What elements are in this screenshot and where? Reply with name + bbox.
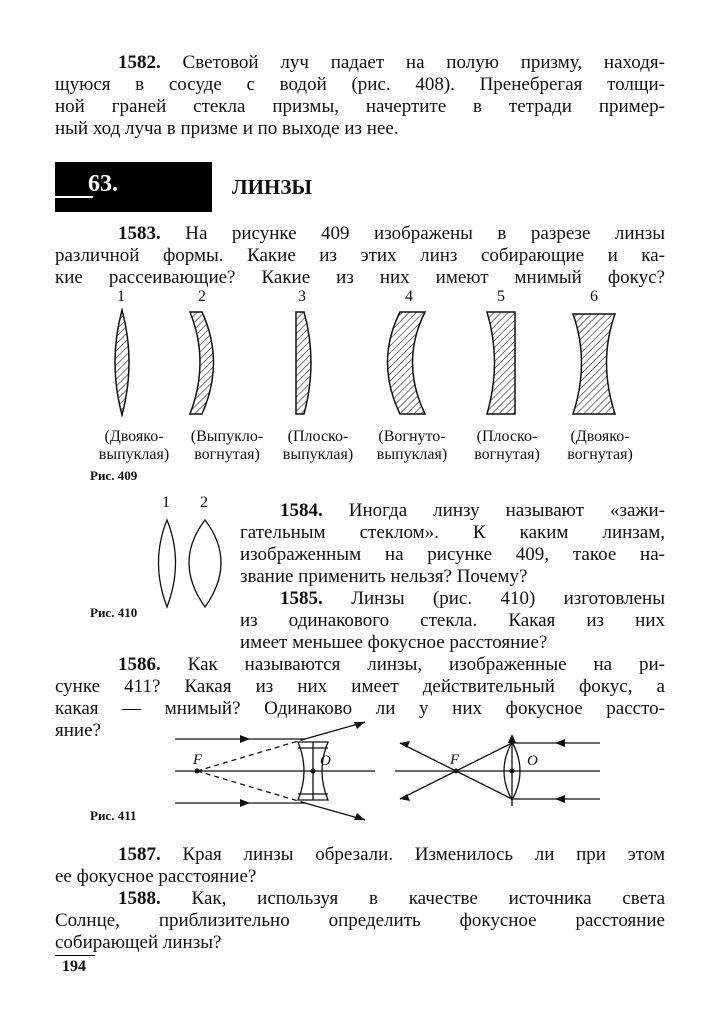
problem-1588-line-2: Солнце, приблизительно определить фокусное расстояние (55, 910, 665, 931)
fig410-lens-2 (189, 520, 221, 607)
problem-1586-line-1: 1586. Как называются линзы, изображенные на ри- (118, 654, 665, 675)
problem-1583-line-2: различной формы. Какие из этих линз собирающие и ка- (55, 245, 665, 266)
problem-1585-line-1: 1585. Линзы (рис. 410) изготовлены (280, 588, 665, 609)
lens-4-concave-convex (388, 312, 426, 414)
problem-1583-line-1: 1583. На рисунке 409 изображены в разрезе линзы (118, 223, 665, 244)
problem-1582-line-2: щуюся в сосуде с водой (рис. 408). Пренебрегая толщи- (55, 74, 665, 95)
lens-2-convex-concave (190, 312, 214, 414)
lens-number-2: 2 (198, 288, 206, 305)
fig410-number-1: 1 (162, 494, 170, 511)
lens-6-biconcave (573, 314, 615, 414)
fig410-number-2: 2 (200, 494, 208, 511)
lens-label-4: (Вогнуто- выпуклая) (376, 428, 448, 463)
problem-1587-line-1: 1587. Края линзы обрезали. Изменилось ли при этом (118, 844, 665, 865)
lens-label-1: (Двояко- выпуклая) (98, 428, 170, 463)
lens-1-biconvex (115, 310, 129, 415)
lens-label-3: (Плоско- выпуклая) (282, 428, 354, 463)
fig411-right-center-label: O (527, 753, 538, 769)
problem-1582-line-1: 1582. Световой луч падает на полую призму, находя- (118, 52, 665, 73)
problem-1585-line-3: имеет меньшее фокусное расстояние? (240, 632, 548, 653)
problem-1582-line-3: ной граней стекла призмы, начертите в тетради пример- (55, 96, 665, 117)
fig411-left-center-label: O (320, 753, 331, 769)
lens-label-6: (Двояко- вогнутая) (567, 428, 633, 463)
section-number: 63. (88, 171, 118, 197)
problem-1586-line-2: сунке 411? Какая из них имеет действительный фокус, а (55, 676, 665, 697)
problem-1586-line-3: какая — мнимый? Одинаково ли у них фокусное рассто- (55, 698, 665, 719)
lens-label-2: (Выпукло- вогнутая) (190, 428, 264, 463)
problem-1588-line-1: 1588. Как, используя в качестве источника света (118, 888, 666, 909)
fig411-right-focus-label: F (450, 752, 460, 768)
lens-number-4: 4 (405, 288, 413, 305)
figure-411-caption: Рис. 411 (90, 808, 137, 823)
lens-number-6: 6 (590, 288, 598, 305)
problem-1584-line-2: гательным стеклом». К каким линзам, (240, 522, 665, 543)
problem-1587-line-2: ее фокусное расстояние? (55, 866, 257, 887)
page-number-rule (55, 955, 95, 956)
lens-5-plano-concave (487, 312, 515, 414)
lens-number-3: 3 (298, 288, 306, 305)
figure-409-caption: Рис. 409 (90, 468, 138, 483)
lens-number-1: 1 (117, 288, 125, 305)
lens-3-plano-convex (296, 312, 311, 414)
fig411-converging-lens (395, 736, 600, 806)
problem-1588-line-3: собирающей линзы? (55, 932, 222, 953)
fig410-lens-1 (159, 520, 176, 607)
problem-1582-line-4: ный ход луча в призме и по выходе из нее. (55, 118, 399, 139)
lens-number-5: 5 (497, 288, 505, 305)
problem-1584-line-3: изображенным на рисунке 409, такое на- (240, 544, 665, 565)
section-title: ЛИНЗЫ (232, 175, 313, 199)
problem-1586-line-4: яние? (55, 720, 101, 741)
fig411-left-focus-label: F (193, 752, 203, 768)
problem-1584-line-1: 1584. Иногда линзу называют «зажи- (280, 500, 666, 521)
problem-1584-line-4: звание применить нельзя? Почему? (240, 566, 528, 587)
problem-1583-line-3: кие рассеивающие? Какие из них имеют мнимый фокус? (55, 267, 665, 288)
figure-410-caption: Рис. 410 (90, 605, 138, 620)
lens-label-5: (Плоско- вогнутая) (474, 428, 540, 463)
page-number: 194 (62, 958, 86, 975)
problem-1585-line-2: из одинакового стекла. Какая из них (240, 610, 665, 631)
